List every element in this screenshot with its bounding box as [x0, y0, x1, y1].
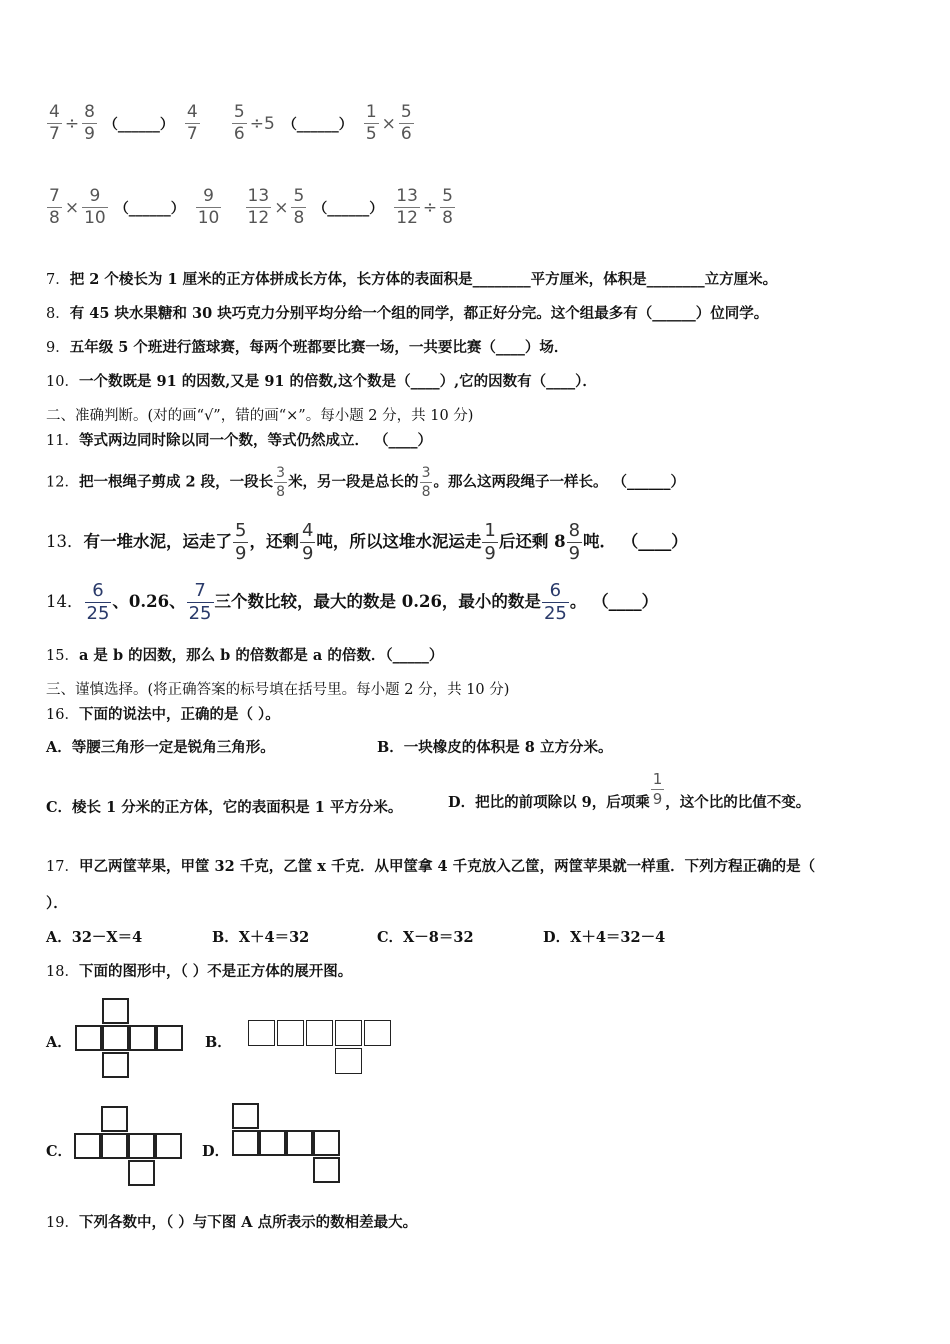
question-13: 13．有一堆水泥，运走了 $\frac{5}{9}$ ，还剩 $\frac{4}{9}$ 吨，所以这堆水泥运走 $\frac{1}{9}$ 后还剩 8 $\frac{8}{9}$ 吨． （____）: [46, 520, 688, 564]
fraction: $\frac{5}{9}$: [235, 520, 247, 564]
option-17-a[interactable]: A．32－X＝4: [46, 929, 143, 946]
question-19: 19．下列各数中，（ ）与下图 A 点所表示的数相差最大。: [46, 1214, 418, 1231]
fraction: $\frac{13}{12}$: [396, 186, 418, 228]
answer-blank[interactable]: （______）: [282, 116, 353, 133]
fraction: $\frac{5}{8}$: [442, 186, 453, 228]
fraction: $\frac{1}{9}$: [484, 520, 496, 564]
operator: ÷: [422, 197, 438, 218]
question-16: 16．下面的说法中，正确的是（ ）。: [46, 706, 280, 723]
cube-net-c[interactable]: [74, 1106, 186, 1189]
fraction: $\frac{1}{5}$: [365, 102, 377, 144]
option-17-c[interactable]: C．X－8＝32: [377, 929, 474, 946]
section-2-heading: 二、准确判断。(对的画“√”，错的画“×”。每小题 2 分，共 10 分): [46, 408, 474, 424]
fraction: $\frac{6}{25}$: [543, 580, 567, 624]
question-15: 15．a 是 b 的因数，那么 b 的倍数都是 a 的倍数．（_____）: [46, 647, 444, 664]
question-12: 12．把一根绳子剪成 2 段，一段长 $\frac{3}{8}$ 米，另一段是总长的 $\frac{3}{8}$ 。那么这两段绳子一样长。 （______）: [46, 465, 686, 500]
operator: ×: [274, 197, 289, 218]
fraction: $\frac{4}{9}$: [301, 520, 314, 564]
question-18: 18．下面的图形中，（ ）不是正方体的展开图。: [46, 963, 353, 980]
fraction: $\frac{1}{9}$: [652, 770, 663, 808]
fraction: $\frac{4}{7}$: [49, 102, 60, 144]
fraction: $\frac{7}{25}$: [188, 580, 212, 624]
fraction: $\frac{8}{9}$: [568, 520, 581, 564]
option-17-b[interactable]: B．X＋4＝32: [212, 929, 310, 946]
option-16-a[interactable]: A．等腰三角形一定是锐角三角形。: [46, 739, 275, 756]
question-8: 8．有 45 块水果糖和 30 块巧克力分别平均分给一个组的同学，都正好分完。这个组最多有（______）位同学。: [46, 305, 769, 322]
fraction: $\frac{7}{8}$: [49, 186, 60, 228]
question-7: 7．把 2 个棱长为 1 厘米的正方体拼成长方体，长方体的表面积是________平方厘米，体积是________立方厘米。: [46, 271, 778, 288]
cube-net-d[interactable]: [232, 1103, 344, 1188]
fraction: $\frac{13}{12}$: [247, 186, 270, 228]
option-18-b[interactable]: B．: [205, 1034, 232, 1051]
cube-net-b[interactable]: [248, 1020, 393, 1078]
operator: ÷: [64, 113, 80, 134]
fraction: $\frac{5}{8}$: [293, 186, 305, 228]
option-18-c[interactable]: C．: [46, 1143, 73, 1160]
fraction: $\frac{6}{25}$: [86, 580, 110, 624]
fraction: $\frac{3}{8}$: [276, 465, 286, 500]
question-9: 9．五年级 5 个班进行篮球赛，每两个班都要比赛一场，一共要比赛（____）场．: [46, 339, 569, 356]
compare-row-1: [46, 104, 415, 143]
answer-blank[interactable]: （______）: [114, 200, 185, 217]
operator: ×: [64, 197, 80, 218]
fraction: $\frac{4}{7}$: [186, 102, 198, 144]
cube-net-a[interactable]: [75, 998, 187, 1081]
question-14: 14． $\frac{6}{25}$ 、0.26、 $\frac{7}{25}$ 三个数比较，最大的数是 0.26，最小的数是 $\frac{6}{25}$ 。 （____）: [46, 580, 659, 624]
option-18-d[interactable]: D．: [202, 1143, 230, 1160]
fraction: $\frac{5}{6}$: [400, 102, 412, 144]
question-10: 10．一个数既是 91 的因数,又是 91 的倍数,这个数是（____）,它的因数有（____）．: [46, 373, 597, 390]
question-17-cont: ）．: [46, 895, 68, 912]
section-3-heading: 三、谨慎选择。(将正确答案的标号填在括号里。每小题 2 分，共 10 分): [46, 682, 510, 698]
answer-blank[interactable]: （______）: [103, 116, 174, 133]
fraction: $\frac{5}{6}$: [233, 102, 245, 144]
option-16-b[interactable]: B．一块橡皮的体积是 8 立方分米。: [377, 739, 613, 756]
fraction: $\frac{3}{8}$: [421, 465, 431, 500]
operator: ÷5: [249, 113, 275, 134]
option-17-d[interactable]: D．X＋4＝32－4: [543, 929, 666, 946]
option-16-d[interactable]: D．把比的前项除以 9，后项乘 $\frac{1}{9}$ ，这个比的比值不变。: [448, 770, 811, 811]
answer-blank[interactable]: （______）: [313, 200, 384, 217]
fraction: $\frac{9}{10}$: [197, 186, 220, 228]
question-11: 11．等式两边同时除以同一个数，等式仍然成立． （____）: [46, 432, 432, 449]
option-18-a[interactable]: A．: [46, 1034, 72, 1051]
fraction: $\frac{8}{9}$: [84, 102, 95, 144]
option-16-c[interactable]: C．棱长 1 分米的正方体，它的表面积是 1 平方分米。: [46, 799, 403, 816]
question-17: 17．甲乙两筐苹果，甲筐 32 千克，乙筐 x 千克．从甲筐拿 4 千克放入乙筐，两筐苹果就一样重．下列方程正确的是（: [46, 858, 816, 875]
compare-row-2: [46, 188, 456, 227]
fraction: $\frac{9}{10}$: [84, 186, 106, 228]
operator: ×: [381, 113, 396, 134]
